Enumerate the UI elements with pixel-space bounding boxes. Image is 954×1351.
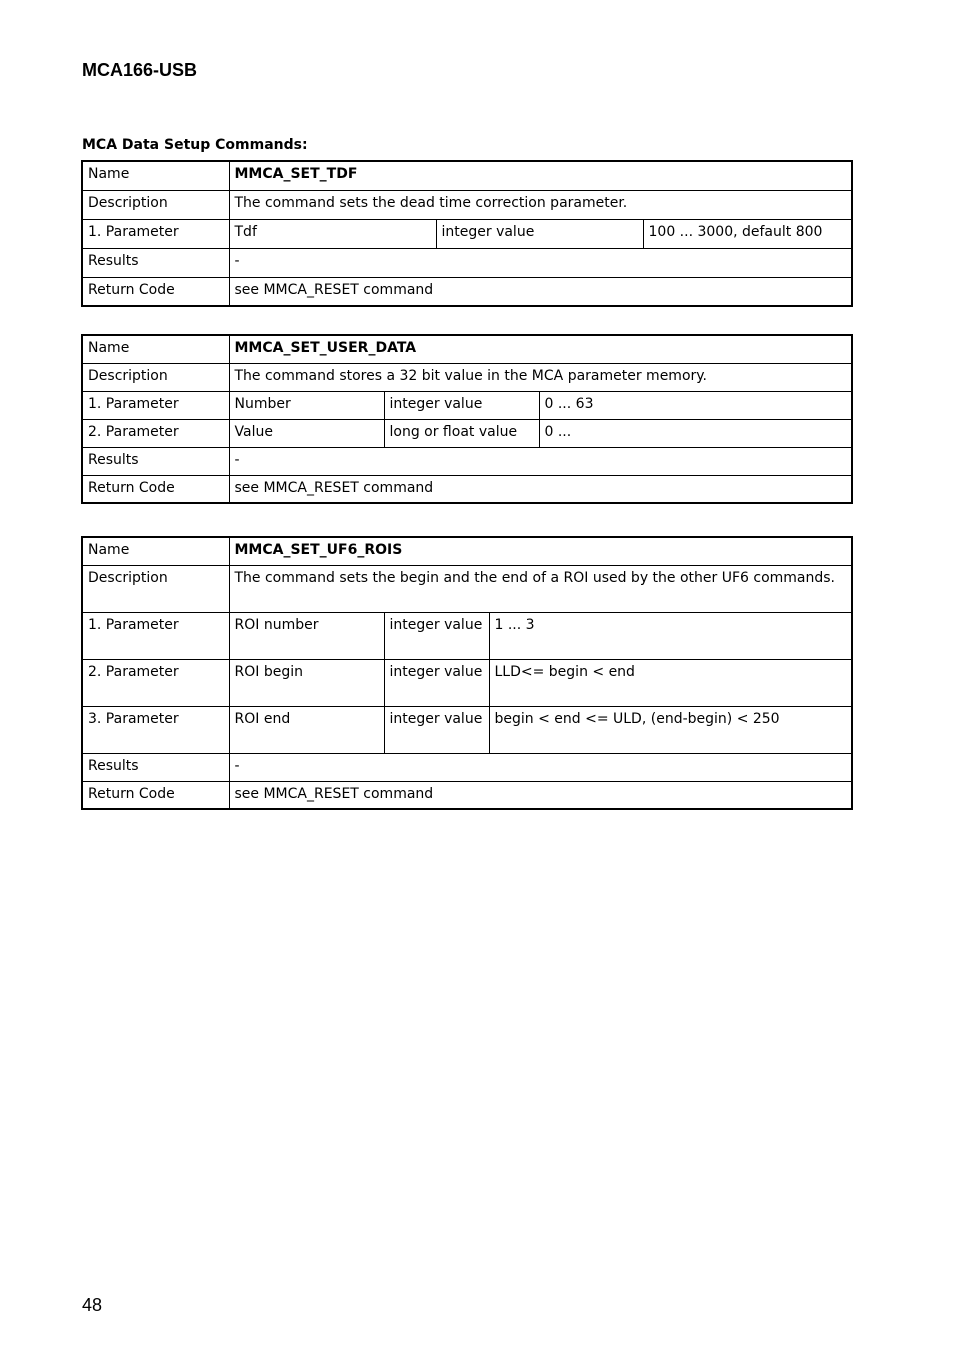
- description-label: Description: [82, 190, 229, 219]
- parameter-name: Tdf: [229, 219, 436, 248]
- table-row: [82, 537, 852, 565]
- results-label: Results: [82, 753, 229, 781]
- table-row: [82, 475, 852, 503]
- command-name: MMCA_SET_UF6_ROIS: [229, 537, 852, 565]
- parameter-range: begin < end <= ULD, (end-begin) < 250: [489, 706, 852, 753]
- command-name: MMCA_SET_TDF: [229, 161, 852, 190]
- command-name: MMCA_SET_USER_DATA: [229, 335, 852, 363]
- parameter-range: 0 ... 63: [539, 391, 852, 419]
- table-row: [82, 277, 852, 306]
- parameter-range: 100 ... 3000, default 800: [643, 219, 852, 248]
- name-label: Name: [82, 161, 229, 190]
- table-row: [82, 706, 852, 753]
- parameter-type: integer value: [384, 391, 539, 419]
- table-row: [82, 753, 852, 781]
- parameter-type: integer value: [384, 659, 489, 706]
- results-label: Results: [82, 248, 229, 277]
- table-row: [82, 781, 852, 809]
- parameter-range: 1 ... 3: [489, 612, 852, 659]
- table-row: [82, 419, 852, 447]
- parameter-range: LLD<= begin < end: [489, 659, 852, 706]
- name-label: Name: [82, 537, 229, 565]
- section-title: MCA Data Setup Commands:: [82, 137, 308, 153]
- return-code-value: see MMCA_RESET command: [229, 277, 852, 306]
- parameter-name: ROI begin: [229, 659, 384, 706]
- parameter-label: 1. Parameter: [82, 391, 229, 419]
- results-value: -: [229, 447, 852, 475]
- results-value: -: [229, 248, 852, 277]
- parameter-type: integer value: [384, 706, 489, 753]
- parameter-name: ROI end: [229, 706, 384, 753]
- parameter-label: 3. Parameter: [82, 706, 229, 753]
- table-row: [82, 565, 852, 612]
- command-description: The command stores a 32 bit value in the MCA parameter memory.: [229, 363, 852, 391]
- return-code-value: see MMCA_RESET command: [229, 475, 852, 503]
- name-label: Name: [82, 335, 229, 363]
- table-row: [82, 612, 852, 659]
- parameter-name: Value: [229, 419, 384, 447]
- table-row: [82, 363, 852, 391]
- return-code-label: Return Code: [82, 475, 229, 503]
- table-row: [82, 659, 852, 706]
- description-label: Description: [82, 565, 229, 612]
- command-description: The command sets the dead time correction parameter.: [229, 190, 852, 219]
- command-description: The command sets the begin and the end of a ROI used by the other UF6 commands.: [229, 565, 852, 612]
- return-code-value: see MMCA_RESET command: [229, 781, 852, 809]
- parameter-label: 1. Parameter: [82, 612, 229, 659]
- parameter-type: integer value: [436, 219, 643, 248]
- parameter-type: long or float value: [384, 419, 539, 447]
- table-row: [82, 161, 852, 190]
- results-value: -: [229, 753, 852, 781]
- table-row: [82, 248, 852, 277]
- command-table-set-uf6-rois: [81, 536, 853, 810]
- table-row: [82, 190, 852, 219]
- results-label: Results: [82, 447, 229, 475]
- parameter-type: integer value: [384, 612, 489, 659]
- parameter-name: ROI number: [229, 612, 384, 659]
- return-code-label: Return Code: [82, 781, 229, 809]
- parameter-label: 2. Parameter: [82, 659, 229, 706]
- table-row: [82, 391, 852, 419]
- parameter-name: Number: [229, 391, 384, 419]
- document-title: MCA166-USB: [82, 60, 198, 80]
- parameter-label: 1. Parameter: [82, 219, 229, 248]
- parameter-range: 0 ...: [539, 419, 852, 447]
- command-table-set-tdf: [81, 160, 853, 307]
- parameter-label: 2. Parameter: [82, 419, 229, 447]
- table-row: [82, 447, 852, 475]
- page-number: 48: [82, 1295, 103, 1315]
- table-row: [82, 335, 852, 363]
- command-table-set-user-data: [81, 334, 853, 504]
- table-row: [82, 219, 852, 248]
- description-label: Description: [82, 363, 229, 391]
- return-code-label: Return Code: [82, 277, 229, 306]
